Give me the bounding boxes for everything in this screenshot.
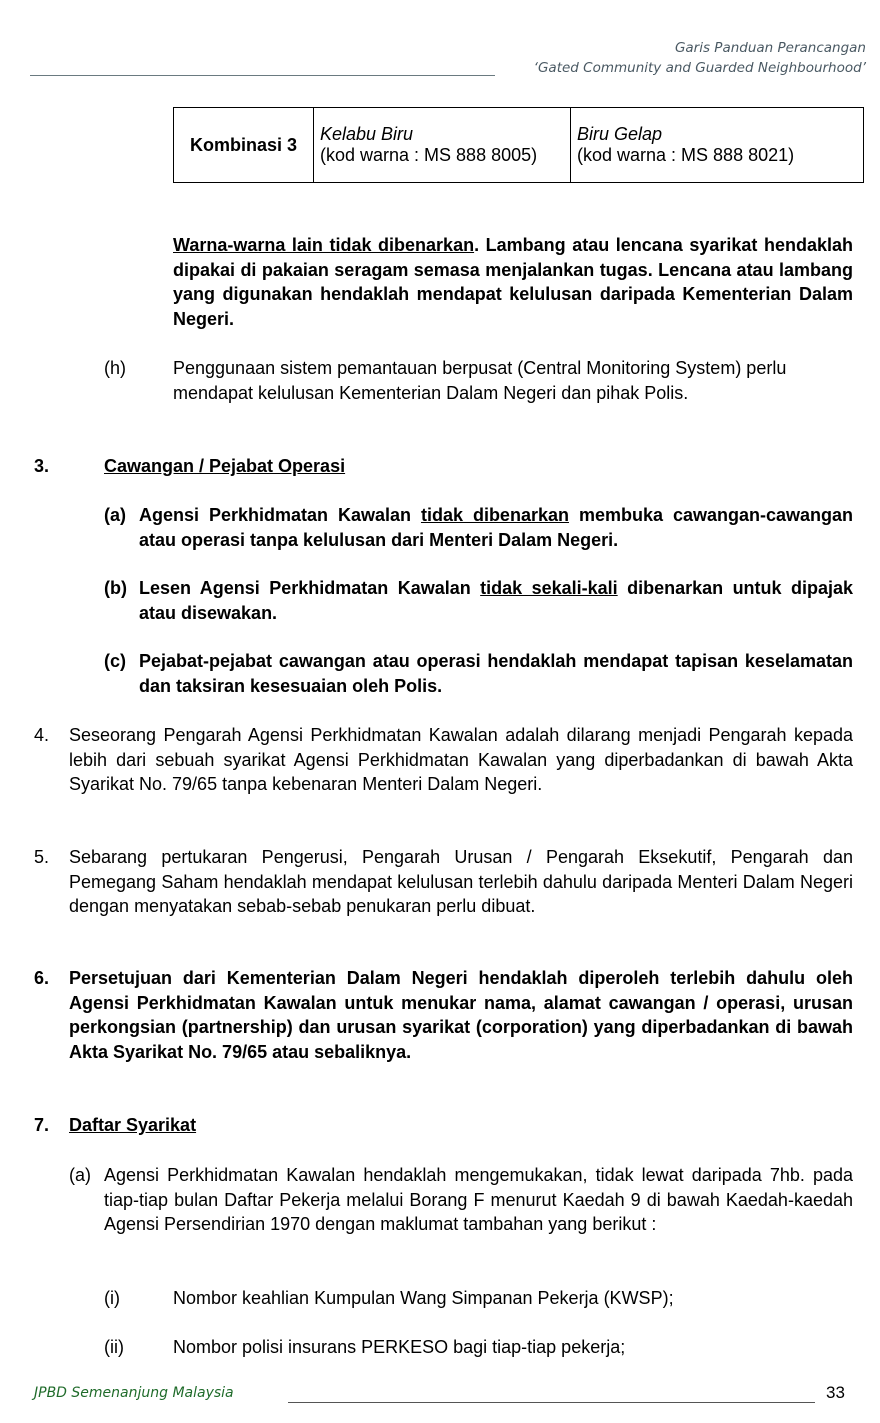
- header-subtitle: ‘Gated Community and Guarded Neighbourhood’: [533, 60, 866, 76]
- section-7a-ii-label: (ii): [104, 1337, 124, 1357]
- footer-organisation: JPBD Semenanjung Malaysia: [34, 1385, 234, 1401]
- page-number: 33: [826, 1383, 845, 1402]
- section-3a-underlined: tidak dibenarkan: [420, 505, 569, 525]
- section-3b-underlined: tidak sekali-kali: [480, 578, 618, 598]
- footer-rule: [288, 1402, 815, 1403]
- table-row: [174, 108, 864, 183]
- section-7a-i-label: (i): [104, 1288, 120, 1308]
- badge-underlined: Warna-warna lain tidak dibenarkan: [173, 235, 475, 255]
- section-3c-text: Pejabat-pejabat cawangan atau operasi hendaklah mendapat tapisan keselamatan dan taksiran kesesuaian oleh Polis.: [139, 651, 853, 696]
- section-4-text: Seseorang Pengarah Agensi Perkhidmatan Kawalan adalah dilarang menjadi Pengarah kepada lebih dari sebuah syarikat Agensi Perkhidmatan Kawalan yang diperbadankan di bawah Akta Syarikat No. 79/65 tanpa kebenaran Menteri Dalam Negeri.: [69, 725, 853, 794]
- section-3b-after: dibenarkan untuk dipajak atau disewakan.: [139, 578, 854, 623]
- section-6-text: Persetujuan dari Kementerian Dalam Negeri hendaklah diperoleh terlebih dahulu oleh Agensi Perkhidmatan Kawalan untuk menukar nama, alamat cawangan / operasi, urusan perkongsian (partnership) dan urusan syarikat (corporation) yang diperbadankan di bawah Akta Syarikat No. 79/65 atau sebaliknya.: [69, 968, 853, 1062]
- section-3-number: 3.: [34, 456, 50, 476]
- section-3c-label: (c): [104, 651, 126, 671]
- colour-cell-2: [571, 108, 864, 183]
- section-7-number: 7.: [34, 1115, 50, 1135]
- section-6-number: 6.: [34, 968, 50, 988]
- header-rule: [30, 75, 495, 76]
- section-3a-after: membuka cawangan-cawangan atau operasi tanpa kelulusan dari Menteri Dalam Negeri.: [139, 505, 853, 550]
- section-7a-ii-text: Nombor polisi insurans PERKESO bagi tiap-tiap pekerja;: [173, 1337, 626, 1357]
- section-7a-text: Agensi Perkhidmatan Kawalan hendaklah mengemukakan, tidak lewat daripada 7hb. pada tiap-tiap bulan Daftar Pekerja melalui Borang F menurut Kaedah 9 di bawah Kaedah-kaedah Agensi Persendirian 1970 dengan maklumat tambahan yang berikut :: [104, 1165, 853, 1234]
- item-h-text: Penggunaan sistem pemantauan berpusat (Central Monitoring System) perlu mendapat kelulusan Kementerian Dalam Negeri dan pihak Polis.: [173, 358, 787, 403]
- colour-combination-table: [173, 107, 864, 183]
- section-7a-i-text: Nombor keahlian Kumpulan Wang Simpanan Pekerja (KWSP);: [173, 1288, 674, 1308]
- section-5-number: 5.: [34, 847, 50, 867]
- item-h-label: (h): [104, 358, 126, 378]
- header-title: Garis Panduan Perancangan: [674, 40, 866, 56]
- colour-cell-1: [314, 108, 571, 183]
- badge-paragraph: [173, 233, 853, 331]
- section-3b-text: [139, 576, 853, 625]
- section-7a-label: (a): [69, 1165, 91, 1185]
- colour-1-name: Kelabu Biru: [320, 124, 414, 144]
- section-3b-before: Lesen Agensi Perkhidmatan Kawalan: [139, 578, 481, 598]
- section-3a-text: [139, 503, 853, 552]
- section-3a-before: Agensi Perkhidmatan Kawalan: [139, 505, 421, 525]
- section-3b-label: (b): [104, 578, 127, 598]
- colour-2-code: (kod warna : MS 888 8021): [577, 145, 795, 165]
- section-4-number: 4.: [34, 725, 50, 745]
- colour-1-code: (kod warna : MS 888 8005): [320, 145, 538, 165]
- section-3-title: Cawangan / Pejabat Operasi: [104, 456, 346, 476]
- section-7-title: Daftar Syarikat: [69, 1115, 197, 1135]
- section-5-text: Sebarang pertukaran Pengerusi, Pengarah Urusan / Pengarah Eksekutif, Pengarah dan Pemegang Saham hendaklah mendapat kelulusan terlebih dahulu daripada Menteri Dalam Negeri dengan menyatakan sebab-sebab penukaran perlu dibuat.: [69, 847, 853, 916]
- badge-rest: . Lambang atau lencana syarikat hendaklah dipakai di pakaian seragam semasa menjalankan tugas. Lencana atau lambang yang digunakan hendaklah mendapat kelulusan daripada Kementerian Dalam Negeri.: [173, 235, 853, 329]
- colour-2-name: Biru Gelap: [577, 124, 663, 144]
- section-3a-label: (a): [104, 505, 126, 525]
- combination-label: Kombinasi 3: [174, 108, 314, 183]
